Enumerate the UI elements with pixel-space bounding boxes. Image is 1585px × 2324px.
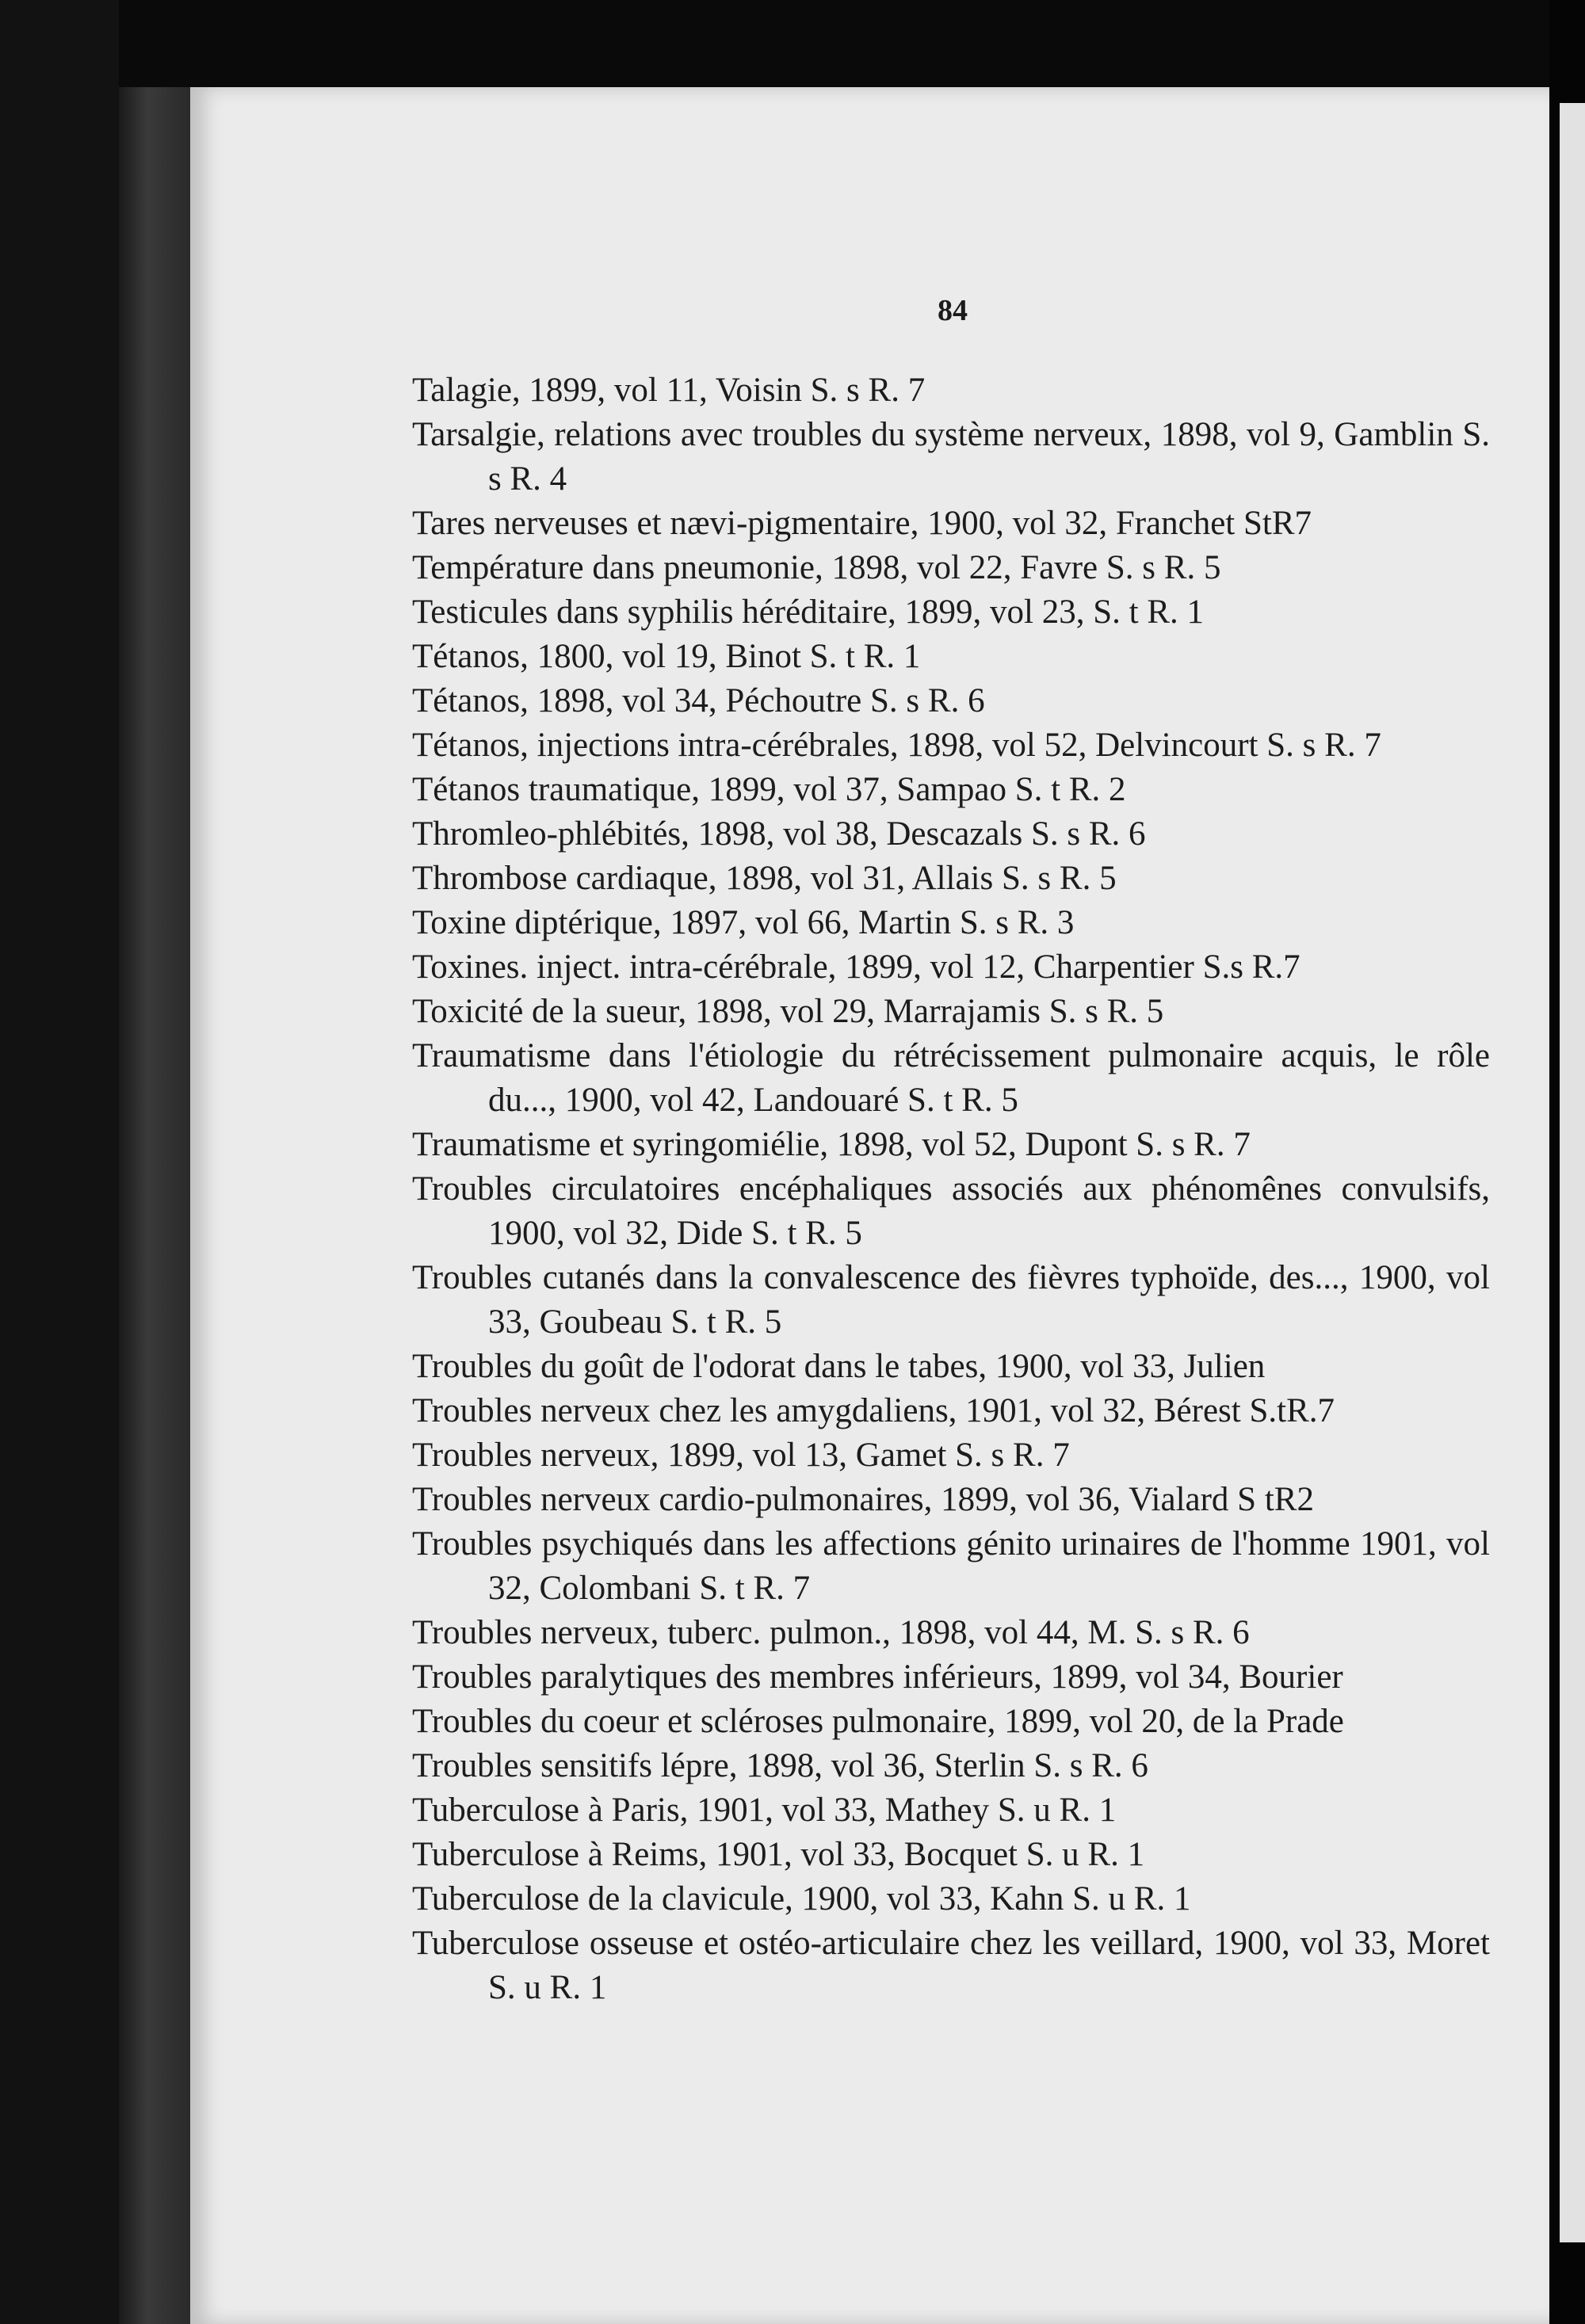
index-entry: Troubles nerveux cardio-pulmonaires, 1899, vol 36, Vialard S tR2 xyxy=(412,1481,1314,1518)
next-page-edge xyxy=(1560,103,1585,2242)
index-entry: Tétanos, 1898, vol 34, Péchoutre S. s R. 6 xyxy=(412,682,985,719)
index-entry: Température dans pneumonie, 1898, vol 22, Favre S. s R. 5 xyxy=(412,549,1221,586)
index-entry: Tares nerveuses et nævi-pigmentaire, 1900, vol 32, Franchet StR7 xyxy=(412,505,1312,542)
index-entry: Testicules dans syphilis héréditaire, 1899, vol 23, S. t R. 1 xyxy=(412,593,1205,631)
index-entry: Troubles sensitifs lépre, 1898, vol 36, Sterlin S. s R. 6 xyxy=(412,1747,1148,1784)
book-gutter xyxy=(119,87,190,2324)
index-entry: Traumatisme et syringomiélie, 1898, vol 52, Dupont S. s R. 7 xyxy=(412,1126,1251,1163)
index-entry: Troubles nerveux, tuberc. pulmon., 1898, vol 44, M. S. s R. 6 xyxy=(412,1614,1250,1651)
index-entry: Troubles du goût de l'odorat dans le tabes, 1900, vol 33, Julien xyxy=(412,1348,1266,1385)
index-entry: Toxines. inject. intra-cérébrale, 1899, vol 12, Charpentier S.s R.7 xyxy=(412,948,1300,986)
scan-left-edge xyxy=(0,0,119,2324)
index-entry: Tétanos, 1800, vol 19, Binot S. t R. 1 xyxy=(412,638,921,675)
index-entry: Tuberculose de la clavicule, 1900, vol 33, Kahn S. u R. 1 xyxy=(412,1880,1191,1918)
index-entry: Troubles psychiqués dans les affections génito urinaires de l'homme 1901, vol 32, Colombani S. t R. 7 xyxy=(412,1525,1490,1607)
index-entry: Tuberculose osseuse et ostéo-articulaire chez les veillard, 1900, vol 33, Moret S. u R. 1 xyxy=(412,1925,1490,2006)
index-entry: Thromleo-phlébités, 1898, vol 38, Descazals S. s R. 6 xyxy=(412,815,1146,853)
index-entry: Troubles nerveux, 1899, vol 13, Gamet S. s R. 7 xyxy=(412,1437,1070,1474)
index-entry: Tuberculose à Reims, 1901, vol 33, Bocquet S. u R. 1 xyxy=(412,1836,1145,1873)
index-entry: Traumatisme dans l'étiologie du rétrécissement pulmonaire acquis, le rôle du..., 1900, vol 42, Landouaré S. t R. 5 xyxy=(412,1037,1490,1119)
index-entry: Tétanos traumatique, 1899, vol 37, Sampao S. t R. 2 xyxy=(412,771,1126,808)
index-entry: Troubles cutanés dans la convalescence des fièvres typhoïde, des..., 1900, vol 33, Goubeau S. t R. 5 xyxy=(412,1259,1490,1341)
index-entry: Toxicité de la sueur, 1898, vol 29, Marrajamis S. s R. 5 xyxy=(412,993,1164,1030)
index-entry: Thrombose cardiaque, 1898, vol 31, Allais S. s R. 5 xyxy=(412,860,1117,897)
index-entry: Troubles nerveux chez les amygdaliens, 1901, vol 32, Bérest S.tR.7 xyxy=(412,1392,1335,1429)
index-entry: Talagie, 1899, vol 11, Voisin S. s R. 7 xyxy=(412,372,926,409)
index-entry: Tuberculose à Paris, 1901, vol 33, Mathey S. u R. 1 xyxy=(412,1792,1117,1829)
page-number: 84 xyxy=(938,294,968,327)
index-entries xyxy=(412,368,1490,2010)
index-entry: Tarsalgie, relations avec troubles du système nerveux, 1898, vol 9, Gamblin S. s R. 4 xyxy=(412,416,1490,498)
index-entry: Troubles paralytiques des membres inférieurs, 1899, vol 34, Bourier xyxy=(412,1658,1343,1696)
index-entry: Troubles circulatoires encéphaliques associés aux phénomênes convulsifs, 1900, vol 32, Dide S. t R. 5 xyxy=(412,1170,1490,1252)
index-entry: Troubles du coeur et scléroses pulmonaire, 1899, vol 20, de la Prade xyxy=(412,1703,1344,1740)
index-entry: Toxine diptérique, 1897, vol 66, Martin S. s R. 3 xyxy=(412,904,1075,941)
index-entry: Tétanos, injections intra-cérébrales, 1898, vol 52, Delvincourt S. s R. 7 xyxy=(412,727,1381,764)
